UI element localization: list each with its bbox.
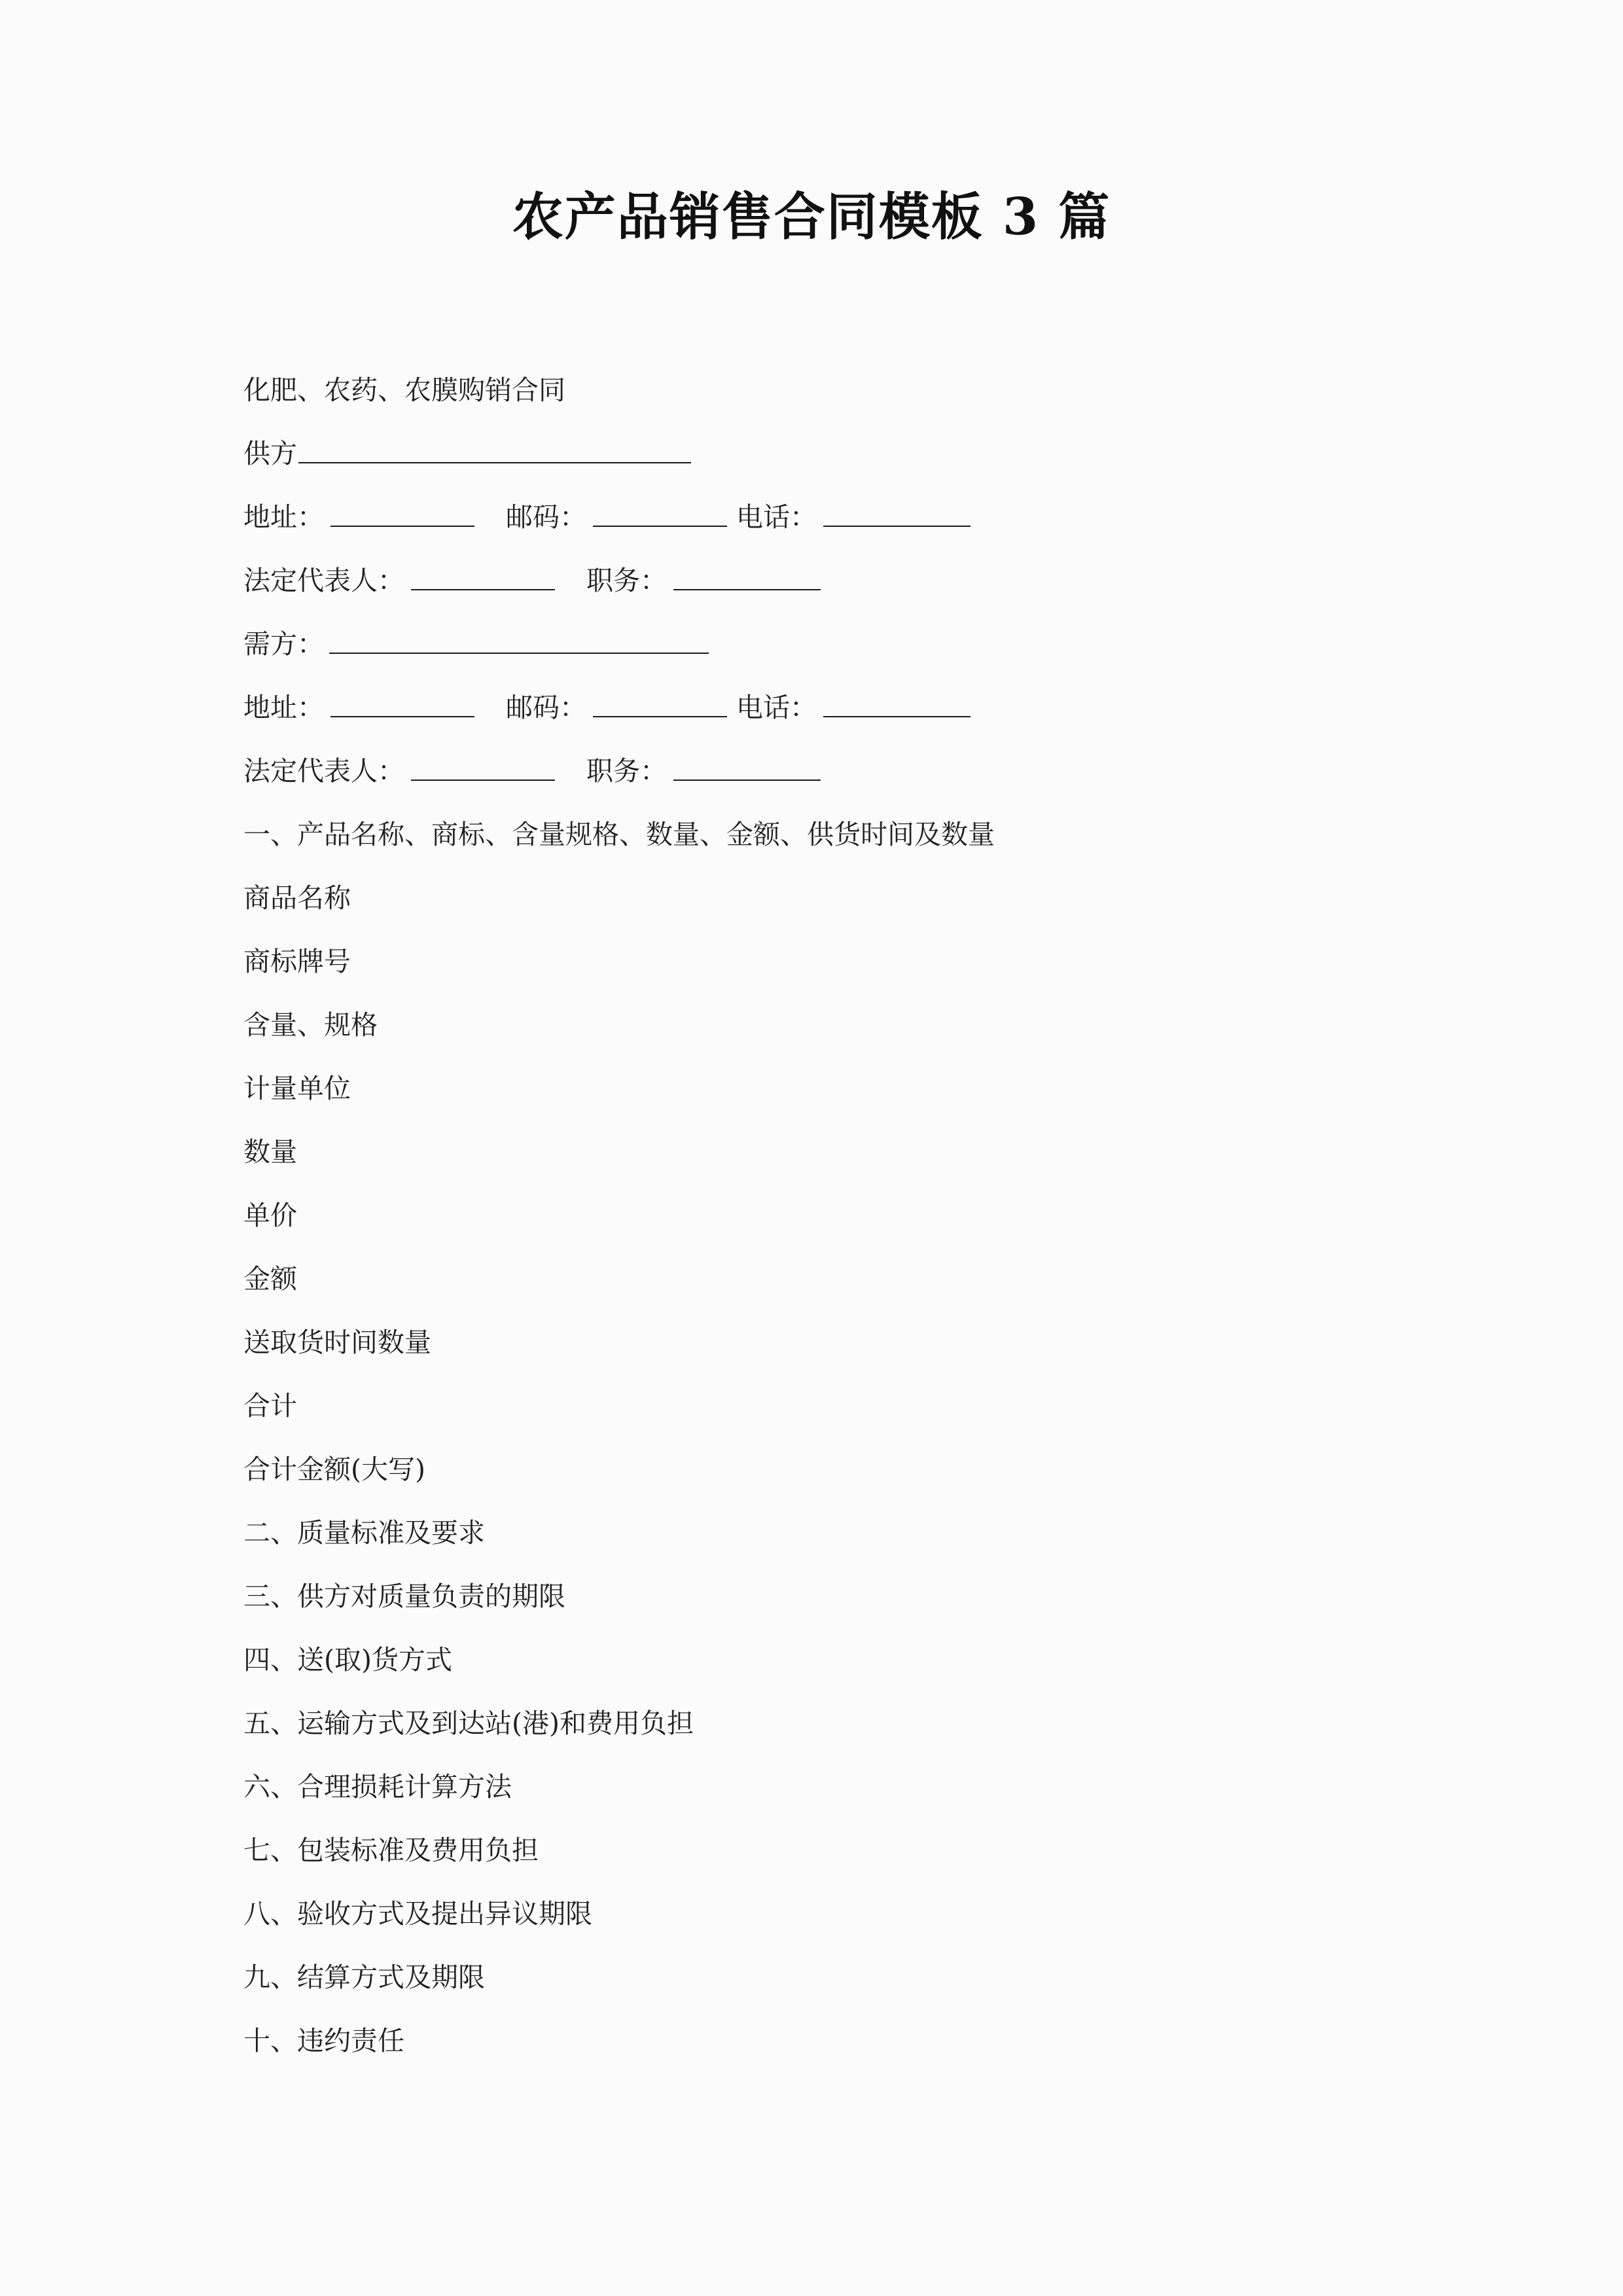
section-heading-text: 七、包装标准及费用负担 bbox=[243, 1835, 539, 1866]
section-heading-one-text: 一、产品名称、商标、含量规格、数量、金额、供货时间及数量 bbox=[243, 819, 995, 850]
supplier-party-label: 供方 bbox=[243, 438, 297, 469]
contract-subtitle-text: 化肥、农药、农膜购销合同 bbox=[243, 374, 565, 406]
buyer-address-blank[interactable] bbox=[330, 716, 474, 717]
product-field-row bbox=[243, 848, 1395, 912]
section-heading-text: 八、验收方式及提出异议期限 bbox=[243, 1898, 592, 1929]
contract-subtitle bbox=[243, 340, 1395, 404]
section-heading-two bbox=[243, 1483, 1395, 1547]
section-heading-ten bbox=[243, 1991, 1395, 2054]
section-heading-eight bbox=[243, 1864, 1395, 1928]
section-heading-nine bbox=[243, 1928, 1395, 1991]
buyer-postcode-label: 邮码： bbox=[506, 692, 586, 723]
buyer-position-blank[interactable] bbox=[673, 780, 821, 781]
supplier-address-label: 地址： bbox=[243, 501, 324, 533]
product-field-row bbox=[243, 1356, 1395, 1420]
product-field-label: 商标牌号 bbox=[243, 946, 351, 977]
section-heading-four bbox=[243, 1610, 1395, 1674]
section-heading-text: 三、供方对质量负责的期限 bbox=[243, 1581, 565, 1612]
buyer-phone-label: 电话： bbox=[736, 692, 817, 723]
section-heading-one bbox=[243, 785, 1395, 848]
page-title: 农产品销售合同模板 3 篇 bbox=[512, 187, 1111, 247]
product-field-label: 合计金额(大写) bbox=[243, 1454, 425, 1485]
supplier-address-line bbox=[243, 467, 1395, 531]
supplier-phone-blank[interactable] bbox=[823, 526, 971, 527]
product-field-row bbox=[243, 1039, 1395, 1102]
section-heading-seven bbox=[243, 1801, 1395, 1864]
section-heading-text: 十、违约责任 bbox=[243, 2025, 404, 2056]
section-heading-text: 九、结算方式及期限 bbox=[243, 1962, 485, 1993]
buyer-postcode-blank[interactable] bbox=[593, 716, 727, 717]
buyer-party-line bbox=[243, 594, 1395, 658]
product-field-row bbox=[243, 1293, 1395, 1356]
product-field-label: 商品名称 bbox=[243, 882, 351, 914]
supplier-address-blank[interactable] bbox=[330, 526, 474, 527]
supplier-phone-label: 电话： bbox=[736, 501, 817, 533]
buyer-address-line bbox=[243, 658, 1395, 721]
product-field-row bbox=[243, 1166, 1395, 1229]
product-field-label: 金额 bbox=[243, 1263, 297, 1295]
section-heading-five bbox=[243, 1674, 1395, 1737]
buyer-phone-blank[interactable] bbox=[823, 716, 971, 717]
supplier-party-blank[interactable] bbox=[298, 462, 691, 463]
supplier-legalrep-label: 法定代表人： bbox=[243, 565, 404, 596]
supplier-position-blank[interactable] bbox=[673, 589, 821, 590]
product-field-label: 含量、规格 bbox=[243, 1009, 378, 1041]
supplier-party-line bbox=[243, 404, 1395, 467]
product-field-label: 数量 bbox=[243, 1136, 297, 1168]
buyer-address-label: 地址： bbox=[243, 692, 324, 723]
product-field-label: 送取货时间数量 bbox=[243, 1327, 431, 1358]
supplier-postcode-label: 邮码： bbox=[506, 501, 586, 533]
section-heading-three bbox=[243, 1547, 1395, 1610]
section-heading-text: 五、运输方式及到达站(港)和费用负担 bbox=[243, 1708, 694, 1739]
product-field-row bbox=[243, 912, 1395, 975]
product-field-row bbox=[243, 975, 1395, 1039]
product-field-label: 单价 bbox=[243, 1200, 297, 1231]
supplier-postcode-blank[interactable] bbox=[593, 526, 727, 527]
product-field-label: 合计 bbox=[243, 1390, 297, 1422]
buyer-position-label: 职务： bbox=[586, 755, 667, 787]
document-body bbox=[243, 340, 1395, 2054]
buyer-party-label: 需方： bbox=[243, 628, 324, 660]
supplier-legalrep-line bbox=[243, 531, 1395, 594]
buyer-party-blank[interactable] bbox=[329, 653, 709, 654]
section-heading-text: 六、合理损耗计算方法 bbox=[243, 1771, 512, 1803]
product-field-row bbox=[243, 1102, 1395, 1166]
buyer-legalrep-line bbox=[243, 721, 1395, 785]
section-heading-six bbox=[243, 1737, 1395, 1801]
product-field-row bbox=[243, 1229, 1395, 1293]
buyer-legalrep-blank[interactable] bbox=[411, 780, 555, 781]
buyer-legalrep-label: 法定代表人： bbox=[243, 755, 404, 787]
supplier-position-label: 职务： bbox=[586, 565, 667, 596]
section-heading-text: 四、送(取)货方式 bbox=[243, 1644, 452, 1676]
supplier-legalrep-blank[interactable] bbox=[411, 589, 555, 590]
product-field-label: 计量单位 bbox=[243, 1073, 351, 1104]
section-heading-text: 二、质量标准及要求 bbox=[243, 1517, 485, 1549]
product-field-row bbox=[243, 1420, 1395, 1483]
